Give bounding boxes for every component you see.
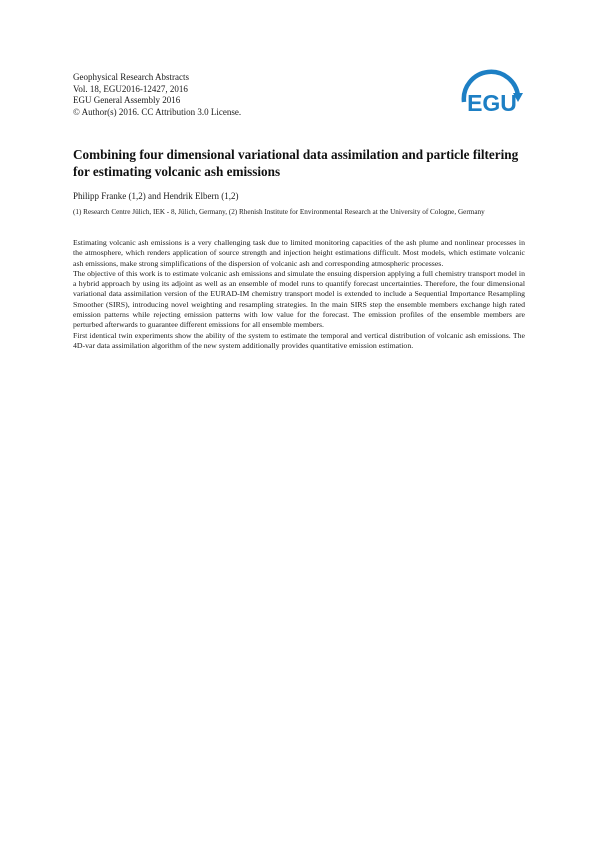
journal-name: Geophysical Research Abstracts bbox=[73, 72, 189, 82]
abstract-paragraph: Estimating volcanic ash emissions is a very challenging task due to limited monitoring capacities of the ash plume and nonlinear processes in the atmosphere, which renders application of source strength and injection height estimations difficult. Most models, which estimate volcanic ash emissions, make strong simplifications of the dispersion of volcanic ash and corresponding atmospheric processes. bbox=[73, 238, 525, 268]
volume-info: Vol. 18, EGU2016-12427, 2016 bbox=[73, 83, 188, 94]
affiliation-list: (1) Research Centre Jülich, IEK - 8, Jülich, Germany, (2) Rhenish Institute for Environmental Research at the University of Cologne, Germany bbox=[73, 208, 485, 216]
abstract-paragraph: The objective of this work is to estimate volcanic ash emissions and simulate the ensuing dispersion applying a full chemistry transport model in a hybrid approach by using its adjoint as well as an ensemble of model runs to quantify forecast uncertainties. Therefore, the four dimensional variational data assimilation version of the EURAD-IM chemistry transport model is extended to include a Sequential Importance Resampling Smoother (SIRS), introducing novel weighting and resampling strategies. In the main SIRS step the ensemble members exchange high rated emission patterns while rejecting emission patterns with low value for the forecast. The emission profiles of the ensemble members are perturbed afterwards to guarantee different emissions for all ensemble members. bbox=[73, 268, 525, 330]
abstract-body bbox=[73, 238, 525, 351]
conference-name: EGU General Assembly 2016 bbox=[73, 95, 181, 105]
abstract-paragraph: First identical twin experiments show the ability of the system to estimate the temporal and vertical distribution of volcanic ash emissions. The 4D-var data assimilation algorithm of the new system additionally provides quantitative emission estimation. bbox=[73, 330, 525, 350]
egu-logo bbox=[452, 66, 532, 126]
license-notice: © Author(s) 2016. CC Attribution 3.0 License. bbox=[73, 106, 242, 117]
egu-logo-text: EGU bbox=[467, 90, 517, 116]
author-list: Philipp Franke (1,2) and Hendrik Elbern (1,2) bbox=[73, 191, 239, 201]
journal-header bbox=[73, 72, 403, 118]
paper-title: Combining four dimensional variational data assimilation and particle filtering for estimating volcanic ash emissions bbox=[73, 147, 519, 179]
